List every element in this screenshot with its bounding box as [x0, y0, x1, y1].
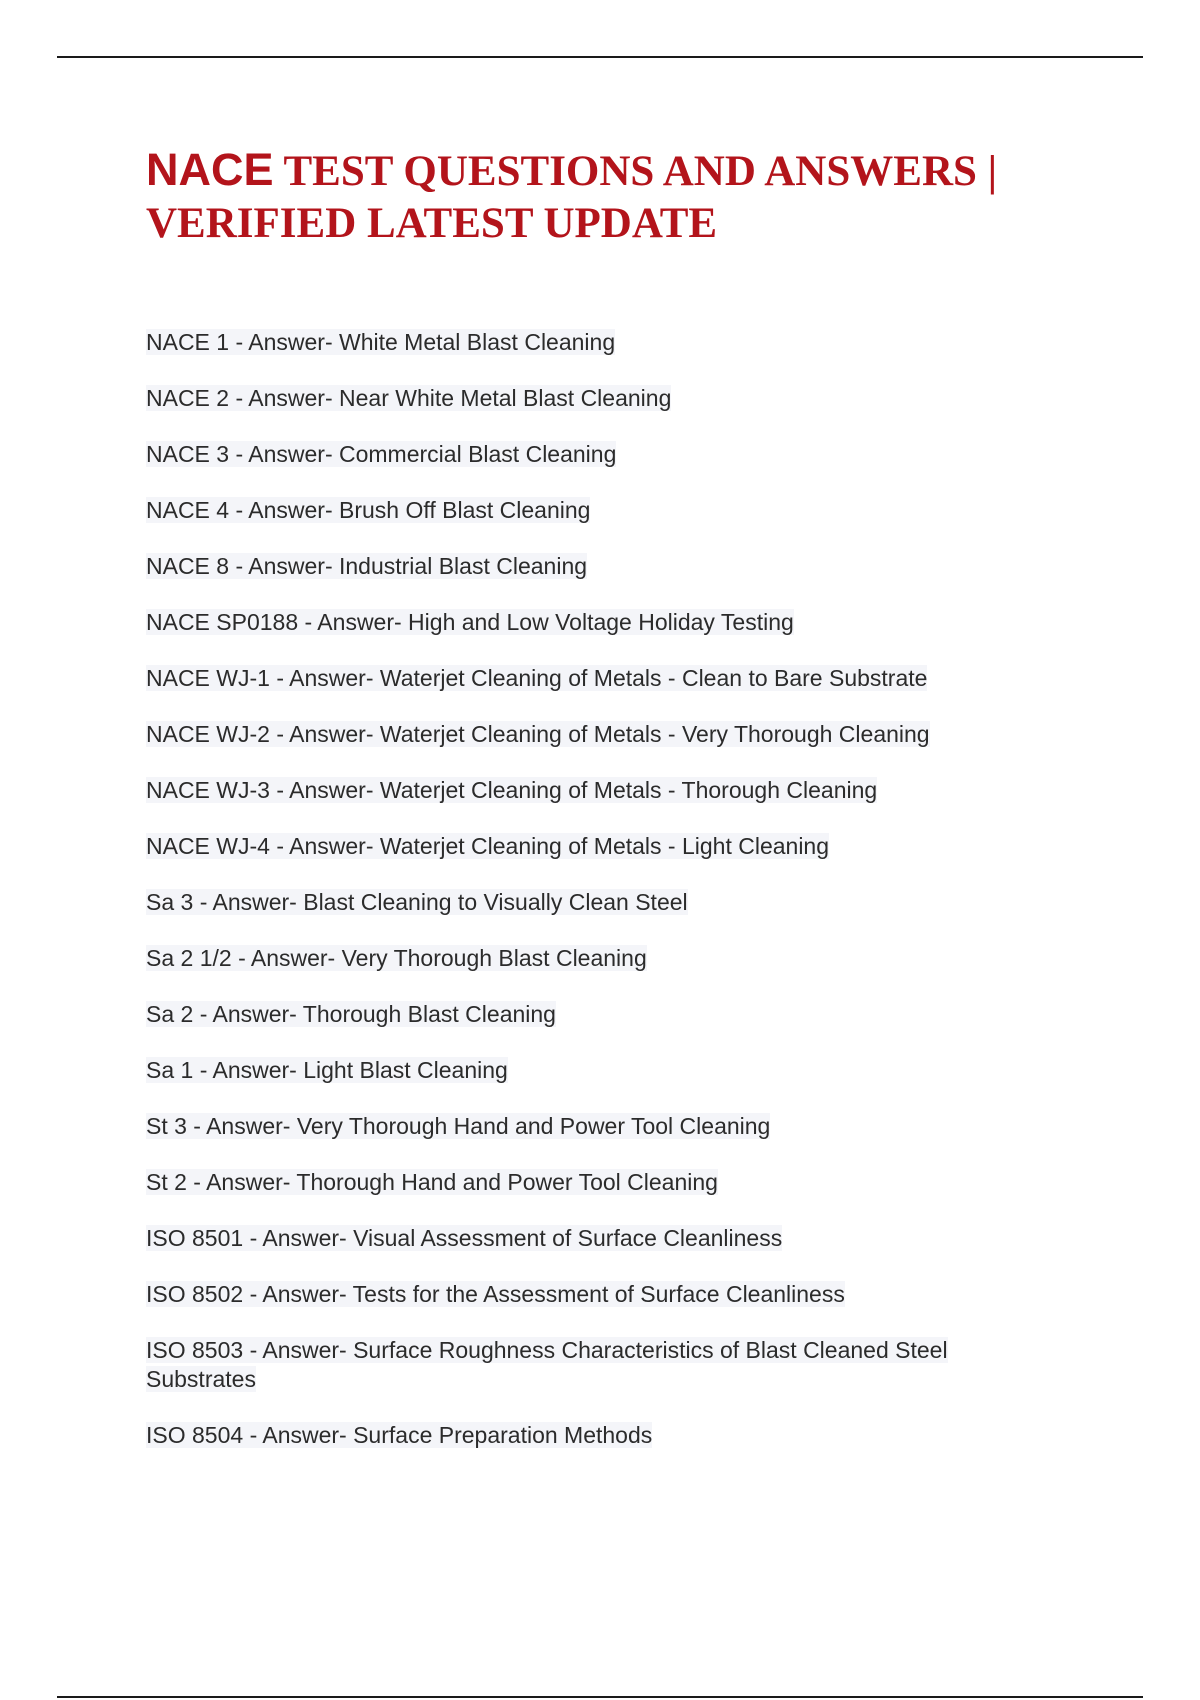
qa-item [146, 1224, 1016, 1253]
qa-item [146, 888, 1016, 917]
qa-item [146, 1168, 1016, 1197]
qa-item-text: NACE 1 - Answer- White Metal Blast Cleaning [146, 329, 616, 355]
qa-item-text: NACE 3 - Answer- Commercial Blast Cleaning [146, 441, 617, 467]
qa-item-text: Sa 2 1/2 - Answer- Very Thorough Blast Cleaning [146, 945, 647, 971]
qa-item [146, 1000, 1016, 1029]
qa-item-text: NACE 8 - Answer- Industrial Blast Cleaning [146, 553, 588, 579]
qa-item [146, 608, 1016, 637]
title-rest: TEST QUESTIONS AND ANSWERS | VERIFIED LATEST UPDATE [146, 148, 998, 247]
qa-item [146, 1280, 1016, 1309]
qa-item-text: NACE WJ-4 - Answer- Waterjet Cleaning of Metals - Light Cleaning [146, 833, 830, 859]
qa-item [146, 440, 1016, 469]
qa-item-text: ISO 8502 - Answer- Tests for the Assessment of Surface Cleanliness [146, 1281, 845, 1307]
qa-item [146, 1336, 1016, 1394]
qa-item-text: Sa 2 - Answer- Thorough Blast Cleaning [146, 1001, 556, 1027]
qa-item-text: NACE SP0188 - Answer- High and Low Voltage Holiday Testing [146, 609, 794, 635]
qa-item [146, 832, 1016, 861]
qa-item [146, 720, 1016, 749]
qa-item-text: NACE WJ-3 - Answer- Waterjet Cleaning of Metals - Thorough Cleaning [146, 777, 878, 803]
qa-item-text: NACE WJ-1 - Answer- Waterjet Cleaning of Metals - Clean to Bare Substrate [146, 665, 928, 691]
qa-item [146, 552, 1016, 581]
qa-list [146, 328, 1016, 1477]
qa-item-text: ISO 8503 - Answer- Surface Roughness Characteristics of Blast Cleaned Steel Substrates [146, 1337, 948, 1392]
document-title [146, 144, 1066, 250]
title-lead: NACE [146, 144, 274, 195]
qa-item-text: St 3 - Answer- Very Thorough Hand and Power Tool Cleaning [146, 1113, 771, 1139]
qa-item [146, 496, 1016, 525]
qa-item [146, 328, 1016, 357]
qa-item-text: NACE 2 - Answer- Near White Metal Blast Cleaning [146, 385, 672, 411]
qa-item [146, 1421, 1016, 1450]
qa-item [146, 776, 1016, 805]
qa-item-text: Sa 3 - Answer- Blast Cleaning to Visually Clean Steel [146, 889, 688, 915]
qa-item [146, 1112, 1016, 1141]
qa-item [146, 384, 1016, 413]
qa-item-text: NACE 4 - Answer- Brush Off Blast Cleaning [146, 497, 591, 523]
qa-item-text: St 2 - Answer- Thorough Hand and Power Tool Cleaning [146, 1169, 718, 1195]
qa-item-text: NACE WJ-2 - Answer- Waterjet Cleaning of Metals - Very Thorough Cleaning [146, 721, 930, 747]
qa-item [146, 664, 1016, 693]
footer-rule [57, 1696, 1143, 1698]
header-rule [57, 56, 1143, 58]
qa-item [146, 1056, 1016, 1085]
qa-item-text: ISO 8501 - Answer- Visual Assessment of Surface Cleanliness [146, 1225, 783, 1251]
qa-item-text: Sa 1 - Answer- Light Blast Cleaning [146, 1057, 508, 1083]
qa-item-text: ISO 8504 - Answer- Surface Preparation Methods [146, 1422, 653, 1448]
qa-item [146, 944, 1016, 973]
